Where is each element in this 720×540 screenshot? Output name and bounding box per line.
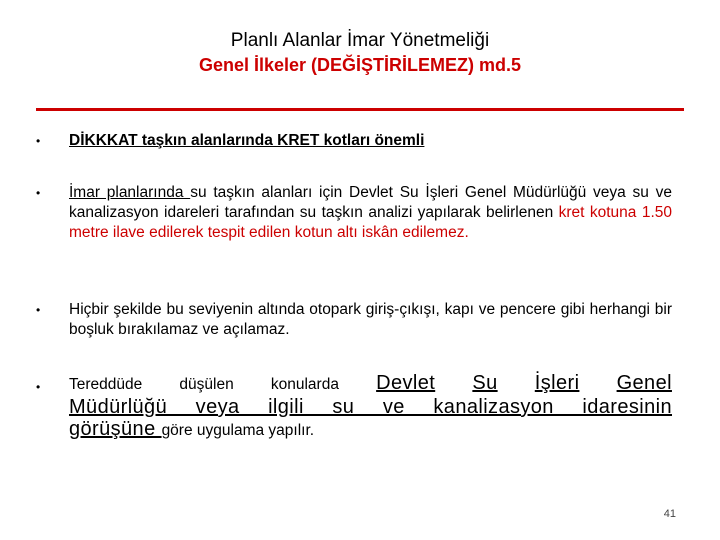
bullet-item-1-text: DİKKKAT taşkın alanlarında KRET kotları önemli — [69, 132, 425, 149]
word: düşülen — [179, 376, 234, 393]
word: Tereddüde — [69, 376, 143, 393]
slide-subtitle: Genel İlkeler (DEĞİŞTİRİLEMEZ) md.5 — [198, 55, 522, 75]
page-number: 41 — [663, 508, 676, 520]
slide-title: Planlı Alanlar İmar Yönetmeliği — [230, 30, 490, 51]
bullet-item-4 — [69, 372, 672, 442]
word: konularda — [270, 376, 339, 393]
title-divider — [36, 108, 684, 111]
word: göre uygulama yapılır. — [161, 422, 315, 439]
word: Genel — [616, 372, 672, 394]
word: Su — [472, 372, 498, 394]
bullet-marker: • — [36, 186, 41, 200]
bullet-item-2 — [69, 183, 672, 243]
word: Devlet — [376, 372, 436, 394]
bullet-item-2-underlined: İmar planlarında — [69, 184, 191, 201]
bullet-item-2-text: su taşkın alanları için Devlet Su İşleri Genel Müdürlüğü veya su ve kanalizasyon idareleri tarafından su taşkın analizi yapılarak belirlenen — [69, 184, 672, 221]
word: görüşüne — [69, 418, 162, 440]
word: İşleri — [534, 372, 580, 394]
bullet-item-1 — [69, 131, 672, 151]
bullet-marker: • — [36, 134, 41, 148]
bullet-item-2-highlight: kret kotuna 1.50 metre ilave edilerek tespit edilen kotun altı iskân edilemez. — [69, 204, 672, 241]
bullet-marker: • — [36, 380, 41, 394]
bullet-item-3: Hiçbir şekilde bu seviyenin altında otopark giriş-çıkışı, kapı ve pencere gibi herhangi bir boşluk bırakılamaz ve açılamaz. — [69, 301, 672, 338]
bullet-item-4-line-1 — [69, 372, 672, 396]
bullet-marker: • — [36, 303, 41, 317]
bullet-item-4-line-2: Müdürlüğü veya ilgili su ve kanalizasyon idaresinin — [69, 396, 672, 418]
bullet-item-4-line-3 — [69, 418, 672, 442]
